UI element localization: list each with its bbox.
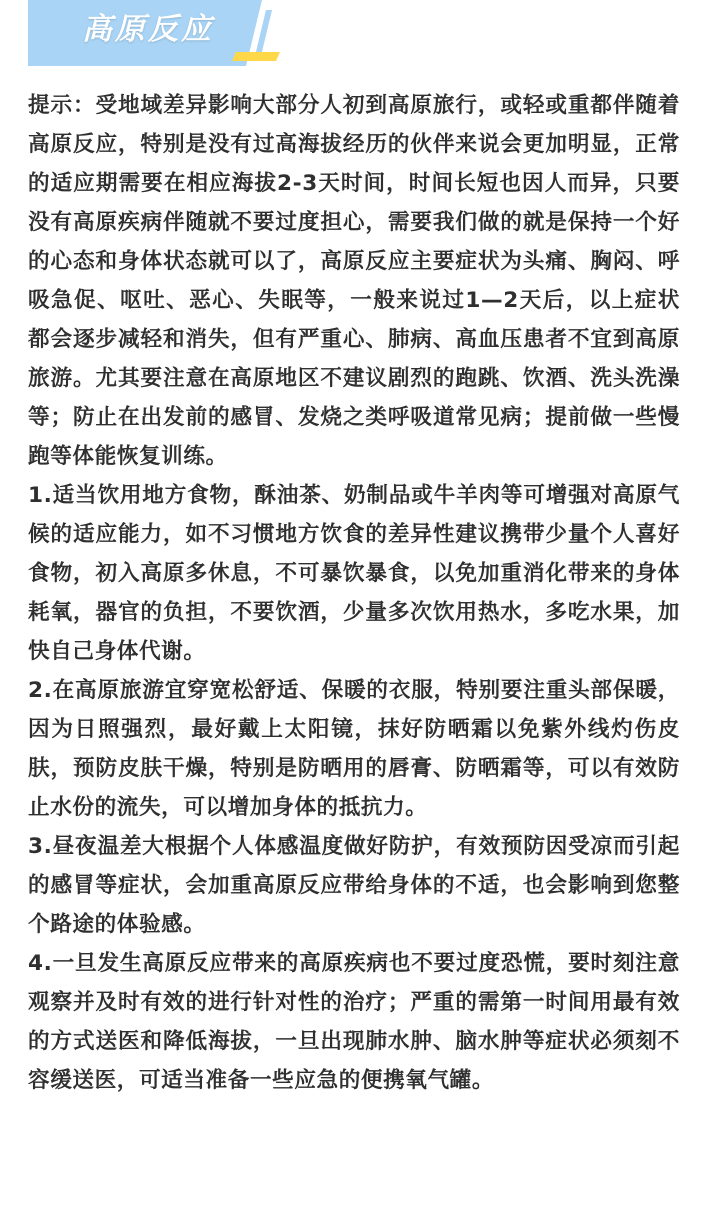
tip-paragraph-1: 1.适当饮用地方食物，酥油茶、奶制品或牛羊肉等可增强对高原气候的适应能力，如不习惯地方饮食的差异性建议携带少量个人喜好食物，初入高原多休息，不可暴饮暴食，以免加重消化带来的身体耗氧，器官的负担，不要饮酒，少量多次饮用热水，多吃水果，加快自己身体代谢。 — [28, 483, 680, 664]
tip-paragraph-4: 4.一旦发生高原反应带来的高原疾病也不要过度恐慌，要时刻注意观察并及时有效的进行针对性的治疗；严重的需第一时间用最有效的方式送医和降低海拔，一旦出现肺水肿、脑水肿等症状必须刻不容缓送医，可适当准备一些应急的便携氧气罐。 — [28, 951, 680, 1093]
section-header — [0, 0, 702, 80]
article-body — [28, 86, 680, 1100]
tip-paragraph-2: 2.在高原旅游宜穿宽松舒适、保暖的衣服，特别要注重头部保暖，因为日照强烈，最好戴上太阳镜，抹好防晒霜以免紫外线灼伤皮肤，预防皮肤干燥，特别是防晒用的唇膏、防晒霜等，可以有效防止水份的流失，可以增加身体的抵抗力。 — [28, 678, 680, 820]
tip-paragraph-3: 3.昼夜温差大根据个人体感温度做好防护，有效预防因受凉而引起的感冒等症状，会加重高原反应带给身体的不适，也会影响到您整个路途的体验感。 — [28, 834, 680, 937]
intro-paragraph: 提示：受地域差异影响大部分人初到高原旅行，或轻或重都伴随着高原反应，特别是没有过高海拔经历的伙伴来说会更加明显，正常的适应期需要在相应海拔2-3天时间，时间长短也因人而异，只要没有高原疾病伴随就不要过度担心，需要我们做的就是保持一个好的心态和身体状态就可以了，高原反应主要症状为头痛、胸闷、呼吸急促、呕吐、恶心、失眠等，一般来说过1—2天后，以上症状都会逐步减轻和消失，但有严重心、肺病、高血压患者不宜到高原旅游。尤其要注意在高原地区不建议剧烈的跑跳、饮酒、洗头洗澡等；防止在出发前的感冒、发烧之类呼吸道常见病；提前做一些慢跑等体能恢复训练。 — [28, 93, 680, 469]
banner-underline — [232, 52, 280, 61]
page-title: 高原反应 — [82, 12, 214, 47]
